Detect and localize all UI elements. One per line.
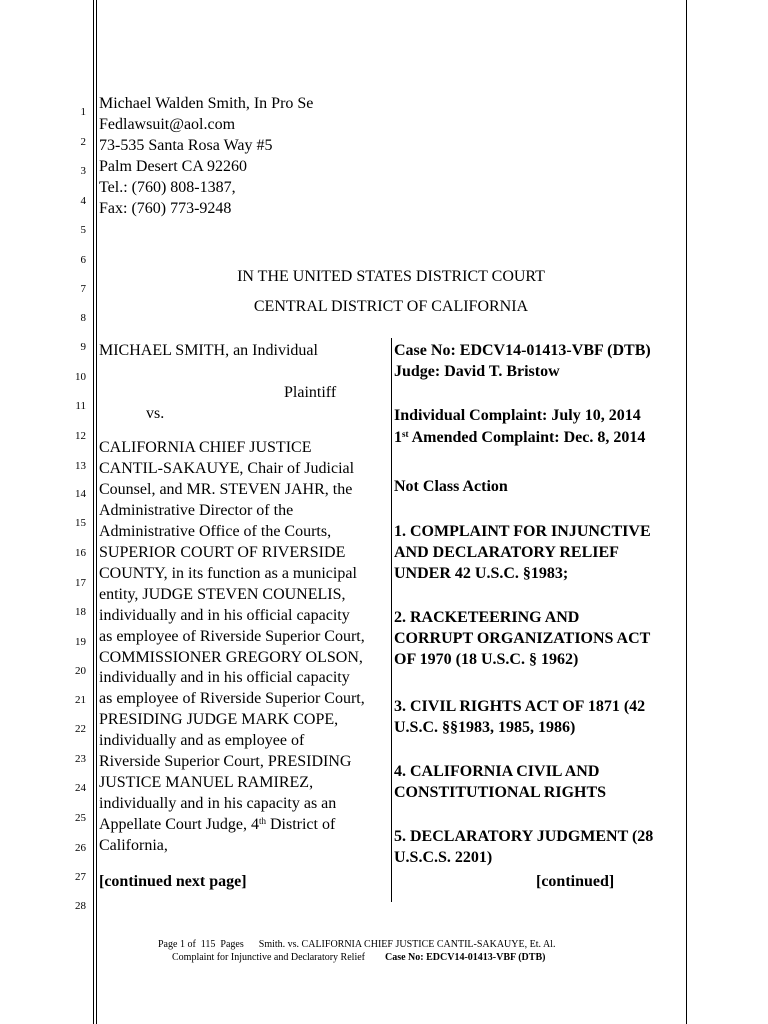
plaintiff-name: MICHAEL SMITH, an Individual — [99, 342, 318, 359]
claim-line: UNDER 42 U.S.C. §1983; — [394, 565, 569, 582]
line-number: 23 — [75, 753, 86, 765]
line-number: 26 — [75, 842, 86, 854]
claim-line: CORRUPT ORGANIZATIONS ACT — [394, 630, 651, 647]
claim-line: U.S.C. §§1983, 1985, 1986) — [394, 719, 576, 736]
plaintiff-label: Plaintiff — [284, 384, 337, 401]
continued-next-page: [continued next page] — [99, 873, 247, 890]
footer-pages-word: Pages — [220, 939, 244, 950]
defendant-line: Administrative Director of the — [99, 501, 294, 519]
line-number: 22 — [75, 723, 86, 735]
line-number: 20 — [75, 665, 86, 677]
footer-total-pages: 115 — [200, 939, 216, 950]
line-number: 28 — [75, 900, 86, 912]
defendant-california: California, — [99, 837, 168, 854]
line-number: 24 — [75, 782, 86, 794]
attorney-fax: Fax: (760) 773-9248 — [99, 200, 232, 217]
defendant-appellate-line: Appellate Court Judge, 4th District of — [99, 816, 336, 833]
defendant-line: SUPERIOR COURT OF RIVERSIDE — [99, 543, 346, 561]
attorney-name: Michael Walden Smith, In Pro Se — [99, 95, 314, 112]
line-number: 1 — [80, 106, 86, 118]
defendant-line: individually and in his capacity as an — [99, 795, 337, 813]
line-number: 12 — [75, 430, 86, 442]
line-number: 16 — [75, 547, 86, 559]
claim-line: OF 1970 (18 U.S.C. § 1962) — [394, 651, 579, 668]
defendant-line: JUSTICE MANUEL RAMIREZ, — [99, 774, 314, 792]
claim-line: 5. DECLARATORY JUDGMENT (28 — [394, 828, 654, 845]
line-number: 4 — [80, 195, 86, 207]
line-number: 3 — [80, 165, 86, 177]
line-number: 18 — [75, 606, 86, 618]
defendant-line: PRESIDING JUDGE MARK COPE, — [99, 711, 339, 729]
claim-line: 2. RACKETEERING AND — [394, 609, 580, 626]
line-number: 13 — [75, 460, 86, 472]
defendant-line: Riverside Superior Court, PRESIDING — [99, 753, 352, 771]
defendant-line: individually and in his official capacity — [99, 669, 350, 687]
case-number: Case No: EDCV14-01413-VBF (DTB) — [394, 342, 651, 359]
line-number: 21 — [75, 694, 86, 706]
defendant-line: Counsel, and MR. STEVEN JAHR, the — [99, 480, 353, 498]
line-number: 27 — [75, 871, 86, 883]
defendant-line: individually and in his official capacity — [99, 606, 350, 624]
line-number: 7 — [80, 283, 86, 295]
footer-line-1 — [158, 939, 555, 951]
line-number: 10 — [75, 371, 86, 383]
caption-divider — [391, 338, 392, 902]
defendant-line: CALIFORNIA CHIEF JUSTICE — [99, 439, 312, 456]
line-number: 11 — [75, 400, 86, 412]
not-class-action: Not Class Action — [394, 478, 508, 495]
line-number: 6 — [80, 254, 86, 266]
attorney-email: Fedlawsuit@aol.com — [99, 116, 236, 133]
line-number: 14 — [75, 488, 86, 500]
claim-line: 4. CALIFORNIA CIVIL AND — [394, 763, 600, 780]
line-number: 9 — [80, 341, 86, 353]
footer-case-number: Case No: EDCV14-01413-VBF (DTB) — [385, 952, 546, 963]
defendant-line: COUNTY, in its function as a municipal — [99, 564, 357, 582]
claim-line: 3. CIVIL RIGHTS ACT OF 1871 (42 — [394, 698, 646, 715]
amended-complaint-date: 1st Amended Complaint: Dec. 8, 2014 — [394, 429, 646, 446]
claim-line: AND DECLARATORY RELIEF — [394, 544, 619, 561]
footer-line-2 — [172, 952, 545, 964]
defendant-line: Administrative Office of the Courts, — [99, 522, 332, 540]
attorney-city: Palm Desert CA 92260 — [99, 158, 247, 175]
footer-doc-title: Complaint for Injunctive and Declaratory Relief — [172, 952, 365, 963]
footer-case-caption: Smith. vs. CALIFORNIA CHIEF JUSTICE CANTIL-SAKAUYE, Et. Al. — [258, 939, 556, 950]
attorney-tel: Tel.: (760) 808-1387, — [99, 179, 236, 196]
court-district: CENTRAL DISTRICT OF CALIFORNIA — [253, 298, 529, 315]
line-number: 19 — [75, 636, 86, 648]
margin-line-left-inner — [96, 0, 97, 1024]
individual-complaint-date: Individual Complaint: July 10, 2014 — [394, 407, 641, 424]
defendant-line: entity, JUDGE STEVEN COUNELIS, — [99, 585, 346, 603]
line-number: 17 — [75, 577, 86, 589]
margin-line-right — [686, 0, 687, 1024]
defendant-line: as employee of Riverside Superior Court, — [99, 690, 365, 708]
judge-name: Judge: David T. Bristow — [394, 363, 560, 380]
defendant-line: COMMISSIONER GREGORY OLSON, — [99, 648, 363, 666]
line-number: 5 — [80, 224, 86, 236]
line-number: 8 — [80, 312, 86, 324]
versus-label: vs. — [146, 405, 165, 422]
attorney-street: 73-535 Santa Rosa Way #5 — [99, 137, 273, 154]
line-number: 15 — [75, 517, 86, 529]
continued-label: [continued] — [536, 873, 615, 890]
claim-line: U.S.C.S. 2201) — [394, 849, 493, 866]
line-number: 25 — [75, 812, 86, 824]
defendant-line: as employee of Riverside Superior Court, — [99, 627, 365, 645]
defendant-line: individually and as employee of — [99, 732, 305, 750]
margin-line-left-outer — [93, 0, 94, 1024]
line-number: 2 — [80, 136, 86, 148]
court-name: IN THE UNITED STATES DISTRICT COURT — [237, 268, 545, 285]
claim-line: 1. COMPLAINT FOR INJUNCTIVE — [394, 523, 651, 540]
claim-line: CONSTITUTIONAL RIGHTS — [394, 784, 607, 801]
footer-page-label: Page 1 of — [158, 939, 196, 950]
defendant-line: CANTIL-SAKAUYE, Chair of Judicial — [99, 459, 355, 477]
